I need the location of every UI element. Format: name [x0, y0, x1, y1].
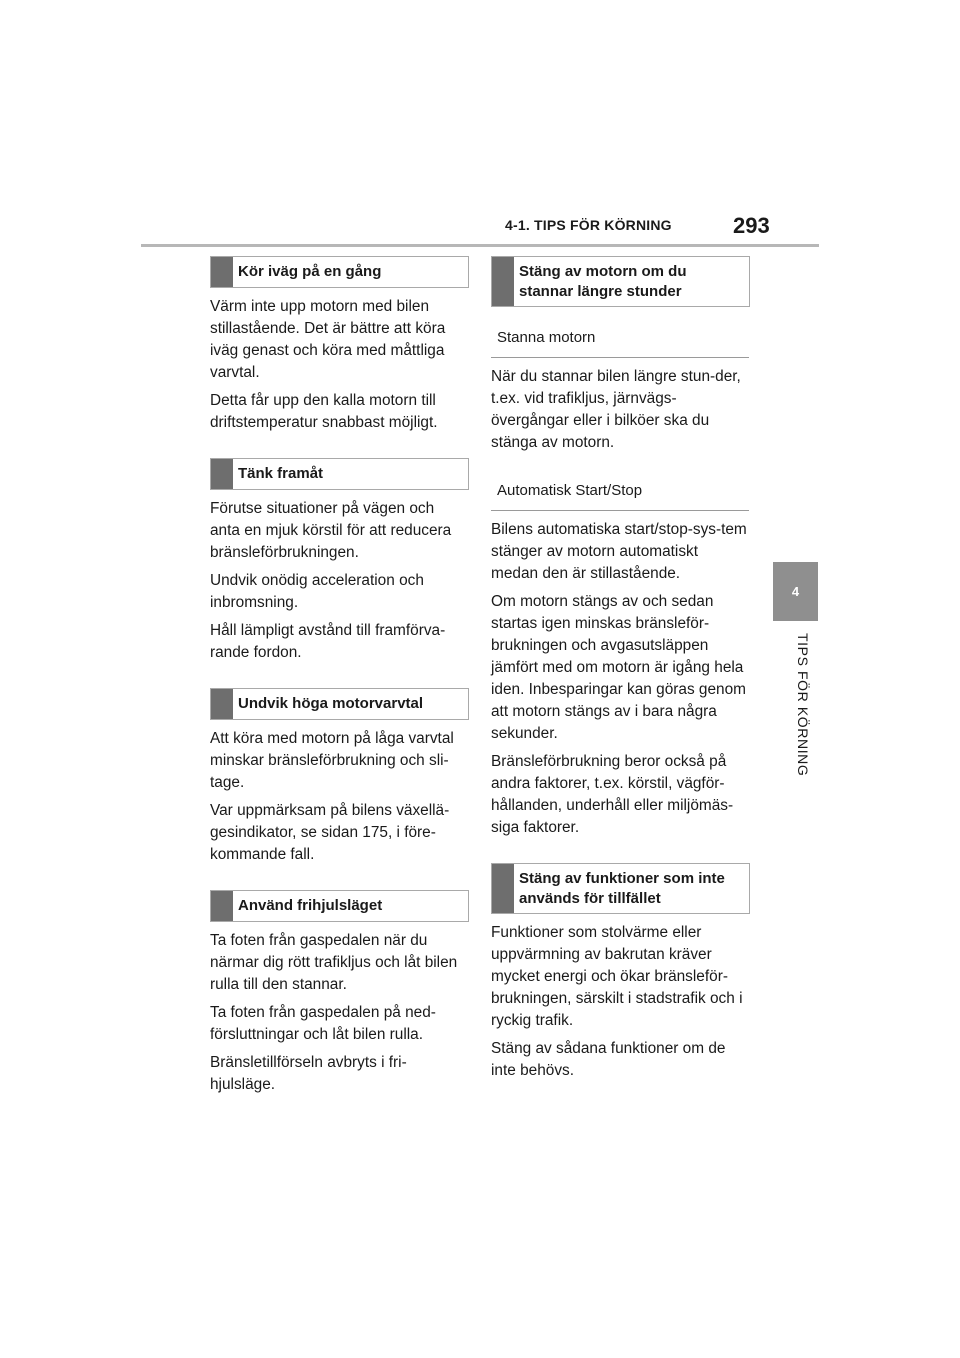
section-heading: [210, 458, 469, 490]
heading-bar: [211, 459, 233, 489]
paragraph: Undvik onödig acceleration och inbromsning.: [210, 572, 424, 611]
header-divider: [141, 244, 819, 247]
heading-bar: [492, 257, 514, 306]
paragraph: Värm inte upp motorn med bilen stillastående. Det är bättre att köra iväg genast och köra med måttliga varvtal.: [210, 298, 446, 381]
subheading: Automatisk Start/Stop: [491, 474, 749, 511]
paragraph: Bilens automatiska start/stop-sys-tem stänger av motorn automatiskt medan den är stillastående.: [491, 521, 747, 582]
paragraph: Bränsleförbrukning beror också på andra faktorer, t.ex. körstil, vägför-hållanden, underhåll eller miljömäs-siga faktorer.: [491, 753, 734, 836]
paragraph: Om motorn stängs av och sedan startas igen minskas bränsleför-brukningen och avgasutsläppen jämfört med om motorn är igång hela iden. Inbesparingar kan göras genom att motorn stängs av i bara några sekunder.: [491, 593, 746, 742]
paragraph: Håll lämpligt avstånd till framförva-rande fordon.: [210, 622, 446, 661]
heading-bar: [492, 864, 514, 913]
heading-text: Kör iväg på en gång: [238, 263, 382, 280]
paragraph: Stäng av sådana funktioner om de inte behövs.: [491, 1040, 726, 1079]
paragraph: När du stannar bilen längre stun-der, t.ex. vid trafikljus, järnvägs-övergångar eller i bilköer ska du stänga av motorn.: [491, 368, 741, 451]
right-column: [491, 256, 749, 1088]
paragraph: Ta foten från gaspedalen på ned-försluttningar och låt bilen rulla.: [210, 1004, 436, 1043]
section-heading: [491, 863, 750, 914]
paragraph: Bränsletillförseln avbryts i fri-hjulsläge.: [210, 1054, 407, 1093]
subheading: Stanna motorn: [491, 321, 749, 358]
heading-text: Stäng av funktioner som inte används för tillfället: [519, 870, 725, 907]
chapter-number: 4: [791, 584, 800, 599]
heading-text: Tänk framåt: [238, 465, 324, 482]
heading-text: Stäng av motorn om du stannar längre stunder: [519, 263, 687, 300]
heading-bar: [211, 689, 233, 719]
heading-bar: [211, 257, 233, 287]
section-title: 4-1. TIPS FÖR KÖRNING: [505, 217, 672, 233]
page-number: 293: [733, 213, 770, 238]
section-heading: [491, 256, 750, 307]
paragraph: Var uppmärksam på bilens växellä-gesindikator, se sidan 175, i före-kommande fall.: [210, 802, 450, 863]
chapter-title-vertical: TIPS FÖR KÖRNING: [795, 633, 811, 777]
heading-text: Undvik höga motorvarvtal: [238, 695, 424, 712]
section-heading: [210, 688, 469, 720]
paragraph: Funktioner som stolvärme eller uppvärmning av bakrutan kräver mycket energi och ökar bränsleför-brukningen, särskilt i stadstrafik och i ryckig trafik.: [491, 924, 743, 1029]
paragraph: Ta foten från gaspedalen när du närmar dig rött trafikljus och låt bilen rulla till den stannar.: [210, 932, 458, 993]
chapter-tab: [773, 562, 818, 621]
paragraph: Förutse situationer på vägen och anta en mjuk körstil för att reducera bränsleförbrukningen.: [210, 500, 452, 561]
section-heading: [210, 890, 469, 922]
paragraph: Detta får upp den kalla motorn till driftstemperatur snabbast möjligt.: [210, 392, 438, 431]
heading-text: Använd frihjulsläget: [238, 897, 383, 914]
left-column: [210, 256, 468, 1102]
paragraph: Att köra med motorn på låga varvtal minskar bränsleförbrukning och sli-tage.: [210, 730, 454, 791]
heading-bar: [211, 891, 233, 921]
section-heading: [210, 256, 469, 288]
